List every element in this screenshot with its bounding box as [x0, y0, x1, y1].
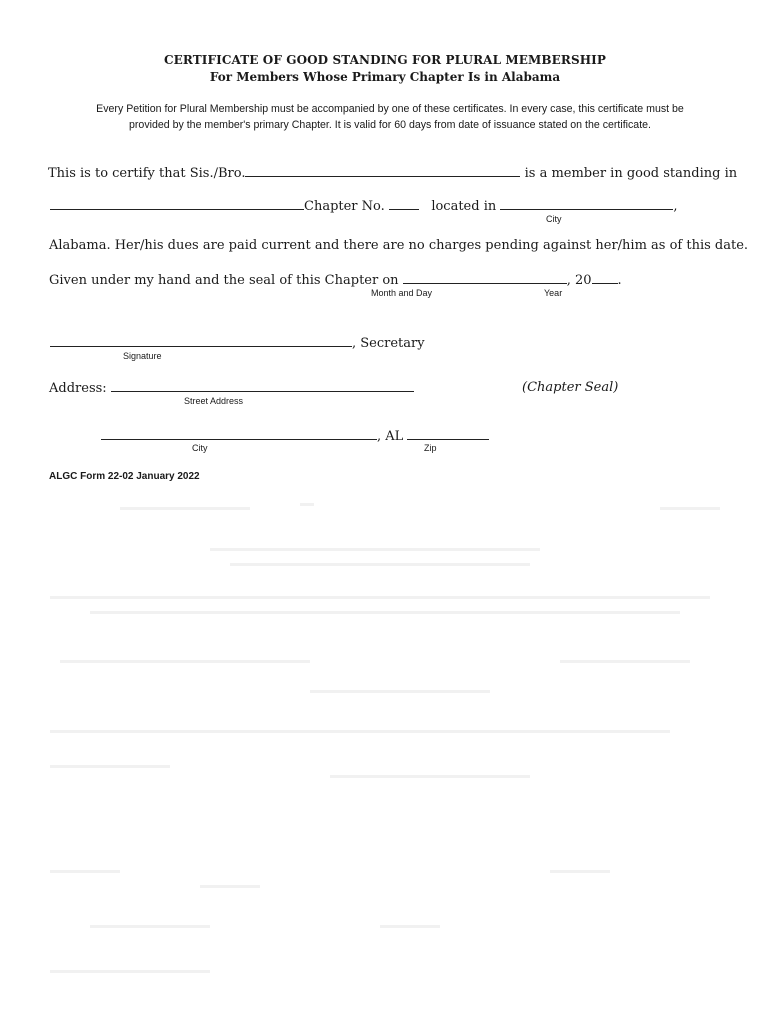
intro-paragraph [54, 101, 726, 133]
year-caption: Year [544, 288, 563, 298]
address-line [49, 379, 414, 396]
document-title: CERTIFICATE OF GOOD STANDING FOR PLURAL MEMBERSHIP [163, 53, 607, 67]
city-field[interactable] [500, 197, 673, 210]
city-state-zip-line [101, 427, 489, 444]
chapter-name-field[interactable] [50, 197, 304, 210]
member-name-field[interactable] [245, 164, 520, 177]
address-label: Address: [49, 381, 107, 396]
document-subtitle: For Members Whose Primary Chapter Is in Alabama [209, 70, 561, 84]
given-period: . [617, 273, 622, 288]
certify-line [48, 164, 737, 181]
chapter-seal-label: (Chapter Seal) [522, 380, 619, 395]
given-line [49, 271, 622, 288]
intro-line-1: Every Petition for Plural Membership must be accompanied by one of these certificates. In every case, this certificate must be [96, 103, 684, 115]
located-label: located in [431, 199, 497, 214]
state-label: , AL [377, 429, 404, 444]
month-day-field[interactable] [403, 271, 567, 284]
chapter-no-label: Chapter No. [304, 199, 385, 214]
year-field[interactable] [592, 271, 618, 284]
chapter-number-field[interactable] [389, 197, 419, 210]
zip-field[interactable] [407, 427, 489, 440]
given-lead: Given under my hand and the seal of this Chapter on [49, 273, 399, 288]
form-identifier: ALGC Form 22-02 January 2022 [49, 471, 200, 482]
signature-line [50, 334, 425, 351]
member-status-text: is a member in good standing in [524, 166, 738, 181]
address-city-field[interactable] [101, 427, 377, 440]
signature-caption: Signature [123, 351, 162, 361]
street-address-field[interactable] [111, 379, 414, 392]
city-comma: , [673, 199, 678, 214]
street-address-caption: Street Address [184, 396, 244, 406]
dues-statement: Alabama. Her/his dues are paid current and there are no charges pending against her/him as of this date. [49, 238, 749, 253]
address-city-caption: City [192, 443, 208, 453]
chapter-line [50, 197, 678, 214]
year-prefix: , 20 [566, 273, 592, 288]
secretary-label: , Secretary [352, 336, 425, 351]
signature-field[interactable] [50, 334, 352, 347]
zip-caption: Zip [424, 443, 437, 453]
month-day-caption: Month and Day [371, 288, 433, 298]
certify-lead: This is to certify that Sis./Bro. [48, 166, 246, 181]
intro-line-2: provided by the member's primary Chapter. It is valid for 60 days from date of issuance stated on the certificate. [129, 119, 651, 131]
city-caption: City [546, 214, 562, 224]
